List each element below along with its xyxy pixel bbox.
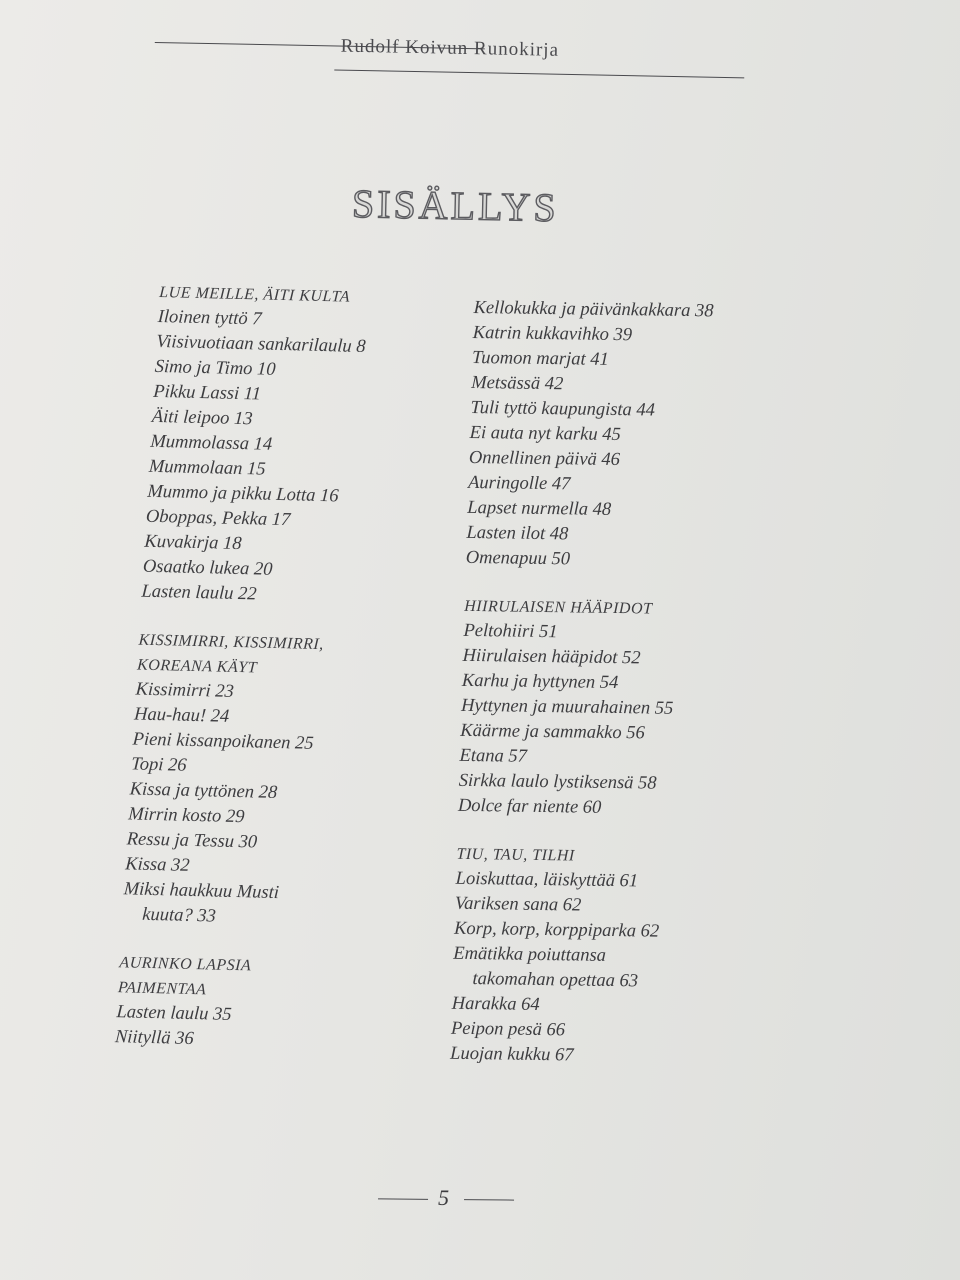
toc-entry: Pikku Lassi 11 [152,381,262,405]
toc-entry: Käärme ja sammakko 56 [460,720,646,744]
section-title: AURINKO LAPSIA [118,954,252,975]
toc-entry: Mummolassa 14 [149,431,273,455]
toc-entry: Lasten laulu 22 [140,581,258,605]
toc-entry: Lasten ilot 48 [466,522,569,545]
toc-entry: Loiskuttaa, läiskyttää 61 [455,868,639,892]
section-title: PAIMENTAA [117,979,207,999]
toc-entry: Kissa 32 [124,854,191,876]
section-title: KOREANA KÄYT [136,656,258,677]
toc-entry: Peltohiiri 51 [463,620,558,643]
toc-entry: Pieni kissanpoikanen 25 [132,729,315,754]
running-head-rule-bottom [334,69,744,78]
toc-entry: Iloinen tyttö 7 [157,306,263,330]
page-title: SISÄLLYS [351,180,560,231]
toc-entry: Simo ja Timo 10 [154,356,277,380]
toc-entry: Kellokukka ja päivänkakkara 38 [473,297,714,322]
toc-entry: Osaatko lukea 20 [142,556,274,580]
toc-entry: Onnellinen päivä 46 [468,447,621,471]
toc-entry: Mummolaan 15 [148,456,267,480]
toc-entry: Katrin kukkavihko 39 [472,322,633,346]
folio-dash-left [378,1198,428,1199]
toc-entry: Dolce far niente 60 [457,795,602,818]
toc-entry: Kissa ja tyttönen 28 [129,779,278,804]
section-title: HIIRULAISEN HÄÄPIDOT [463,597,653,618]
toc-entry: Mirrin kosto 29 [127,804,245,828]
section-title: LUE MEILLE, ÄITI KULTA [158,283,351,306]
toc-entry: Auringolle 47 [467,472,571,495]
section-title: KISSIMIRRI, KISSIMIRRI, [138,631,325,654]
toc-entry-continuation: kuuta? 33 [141,904,217,927]
toc-entry: Sirkka laulo lystiksensä 58 [458,770,657,794]
toc-entry: Hiirulaisen hääpidot 52 [462,645,641,669]
page-number-value: 5 [437,1184,450,1211]
toc-entry: Viisivuotiaan sankarilaulu 8 [155,331,367,358]
toc-entry: Emätikka poiuttansa [453,943,607,966]
toc-entry: Kissimirri 23 [135,679,235,702]
page-number [378,1184,518,1221]
toc-entry: Omenapuu 50 [465,547,571,570]
running-head [154,32,745,103]
toc-entry: Hau-hau! 24 [133,704,230,727]
toc-entry: Ressu ja Tessu 30 [126,829,258,853]
folio-dash-right [464,1199,514,1200]
toc-entry: Korp, korp, korppiparka 62 [453,918,660,942]
toc-entry: Oboppas, Pekka 17 [145,506,291,531]
toc-entry: Tuli tyttö kaupungista 44 [470,397,656,421]
toc-entry: Harakka 64 [451,993,540,1015]
toc-entry: Variksen sana 62 [454,893,582,916]
toc-entry: Lasten laulu 35 [115,1002,233,1025]
toc-entry: Karhu ja hyttynen 54 [461,670,619,694]
toc-entry-continuation: takomahan opettaa 63 [472,969,639,992]
toc-entry: Äiti leipoo 13 [151,406,254,430]
toc-right-column [450,296,894,1073]
toc-entry: Topi 26 [130,754,188,776]
toc-entry: Peipon pesä 66 [450,1018,566,1041]
toc-entry: Ei auta nyt karku 45 [469,422,622,446]
toc-entry: Miksi haukkuu Musti [123,879,280,904]
toc-entry: Kuvakirja 18 [143,531,243,555]
toc-entry: Niityllä 36 [114,1027,195,1050]
toc-entry: Lapset nurmella 48 [467,497,612,520]
toc-entry: Luojan kukku 67 [449,1043,574,1066]
toc-entry: Etana 57 [459,745,528,767]
toc-entry: Hyttynen ja muurahainen 55 [460,695,674,719]
toc-entry: Tuomon marjat 41 [471,347,610,370]
section-title: TIU, TAU, TILHI [456,845,576,865]
toc-entry: Metsässä 42 [470,372,564,395]
toc-entry: Mummo ja pikku Lotta 16 [146,481,340,507]
running-head-title: Rudolf Koivun Runokirja [340,35,560,61]
